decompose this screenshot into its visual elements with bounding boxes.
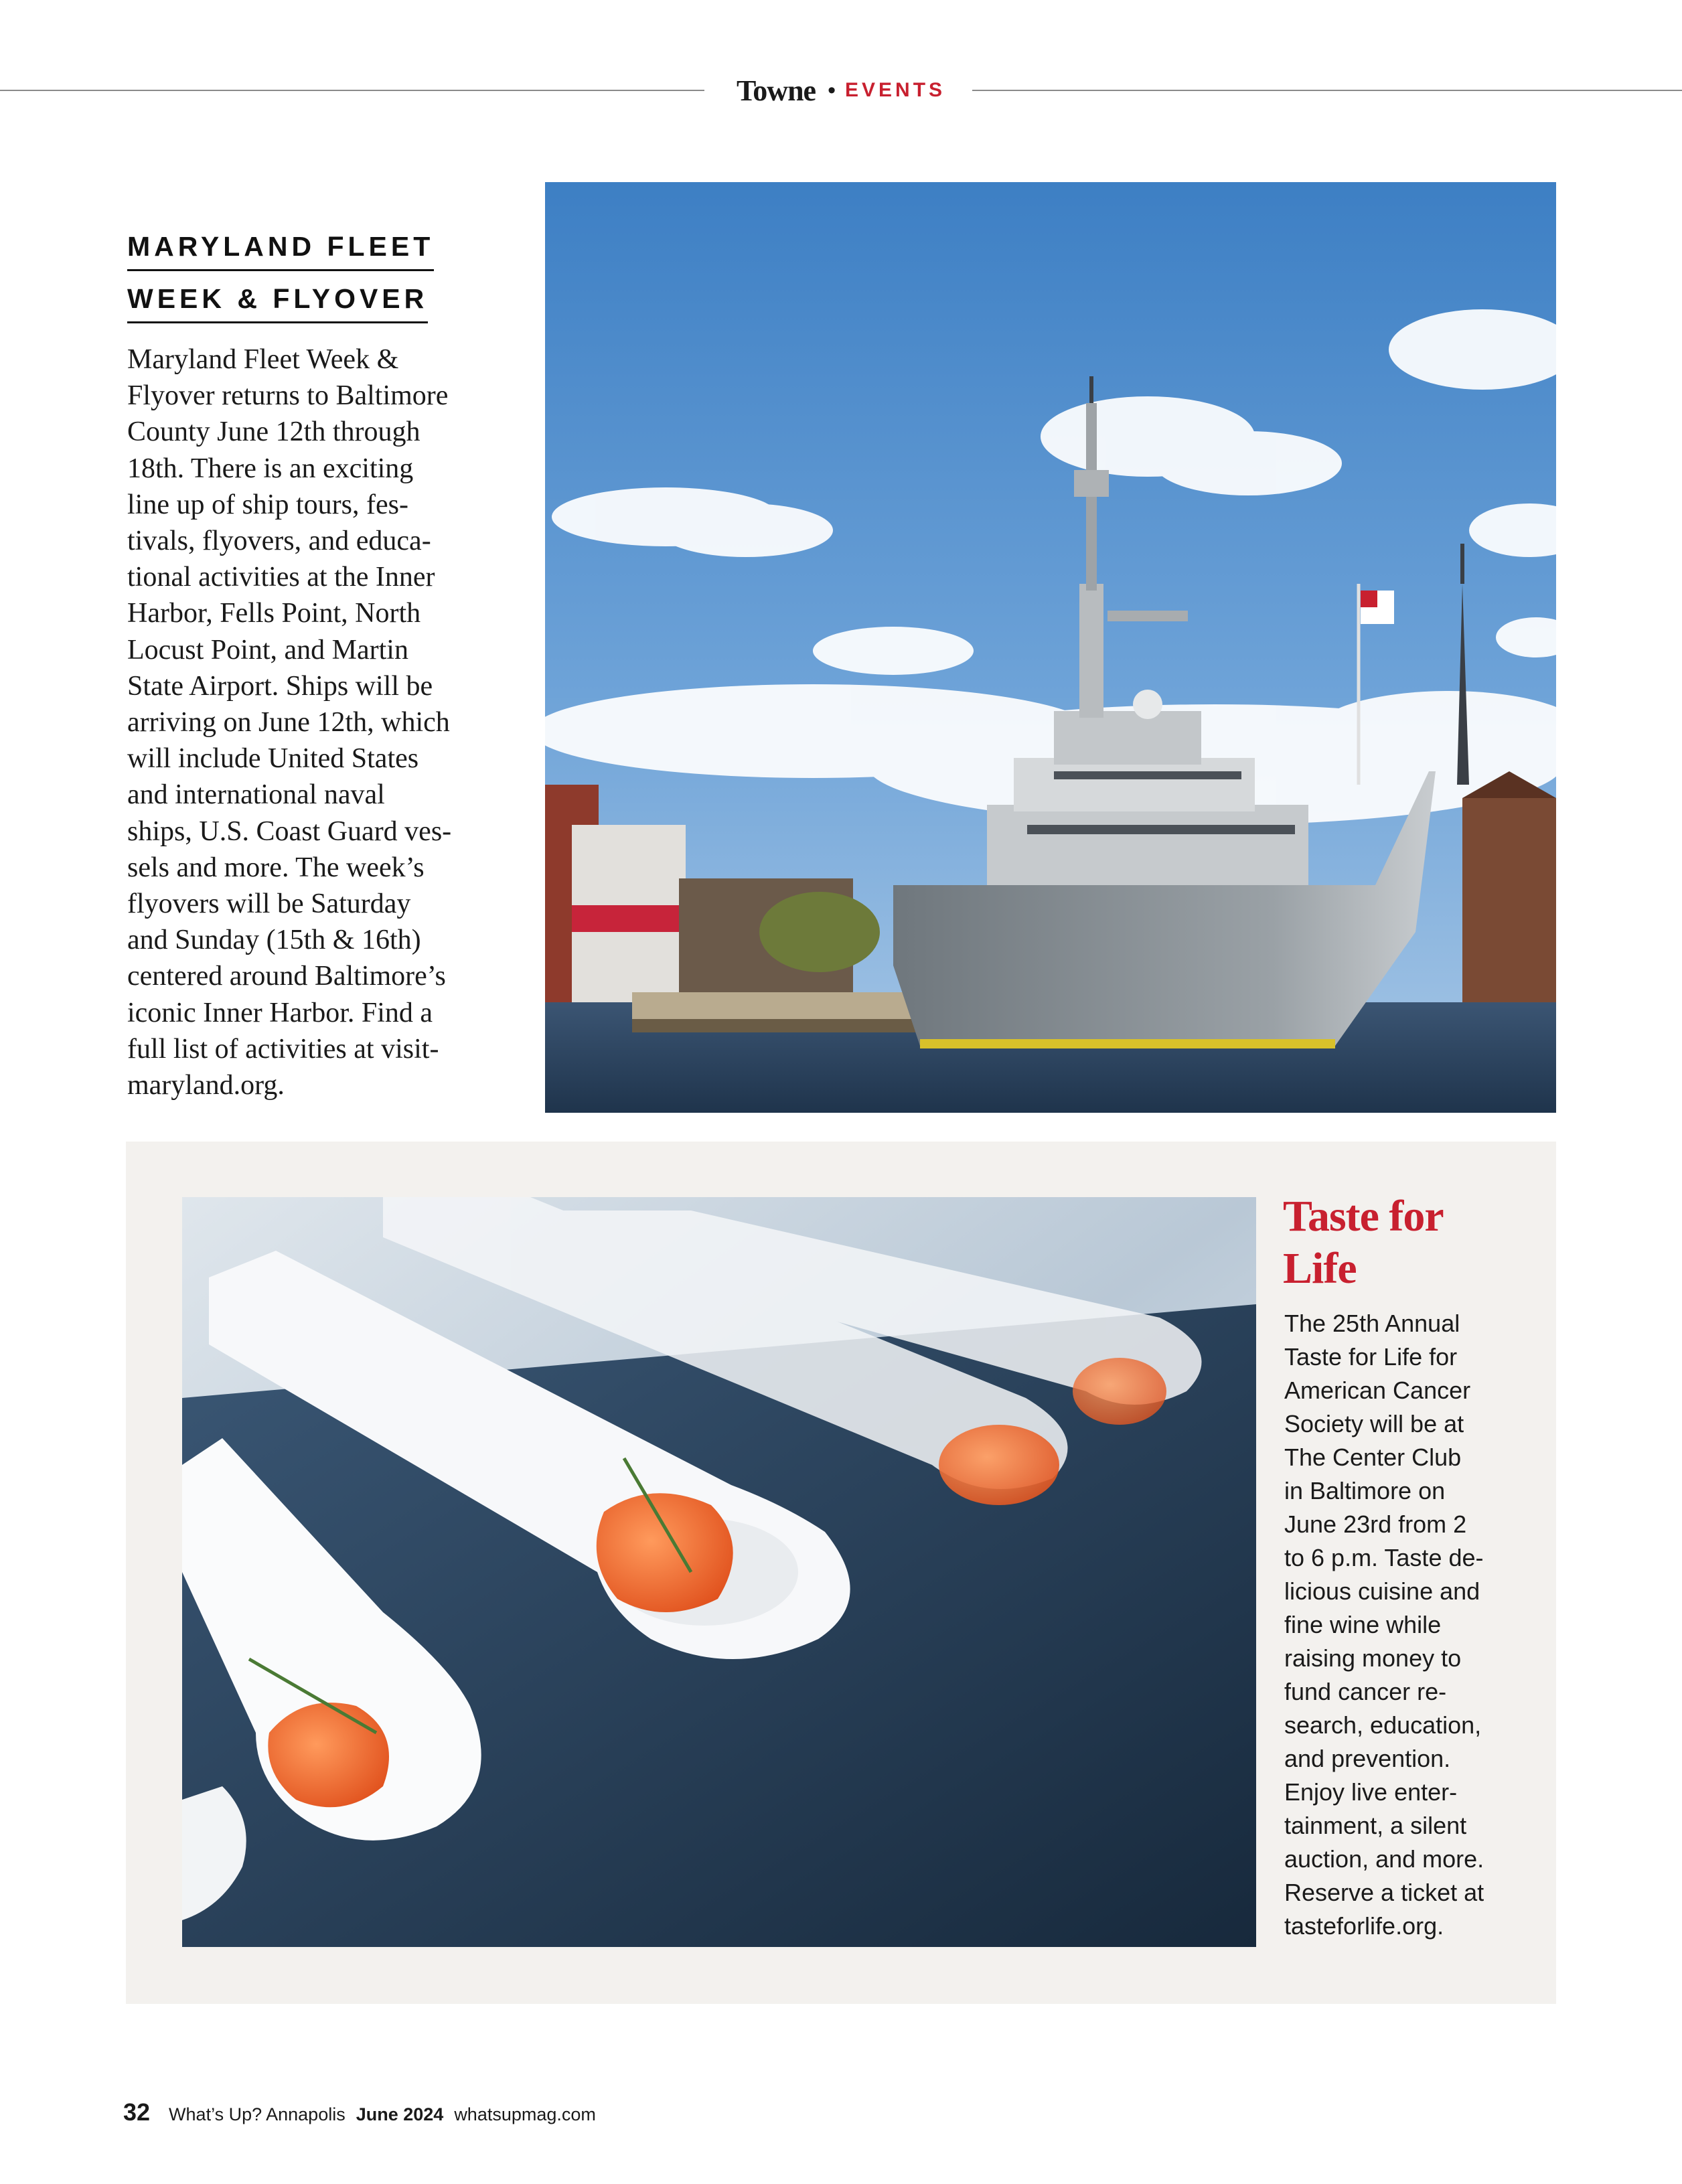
taste-title-line: Life [1283,1244,1357,1293]
naval-ship-photo [545,182,1556,1113]
fleet-body-line: arriving on June 12th, which [127,707,450,738]
fleet-article-title [127,231,475,335]
taste-for-life-title [1283,1190,1537,1295]
section-header [737,67,945,114]
fleet-body-line: and Sunday (15th & 16th) [127,925,421,956]
fleet-body-line: line up of ship tours, fes- [127,489,408,520]
fleet-body-line: tional activities at the Inner [127,562,435,593]
fleet-body-line: iconic Inner Harbor. Find a [127,997,433,1028]
fleet-body-line: Locust Point, and Martin [127,634,408,666]
taste-body-line: to 6 p.m. Taste de- [1284,1544,1484,1571]
fleet-body-line: County June 12th through [127,416,420,448]
taste-body-line: Reserve a ticket at [1284,1879,1484,1906]
header-rule-left [0,90,704,91]
taste-body-line: fund cancer re- [1284,1678,1447,1705]
fleet-body-line: State Airport. Ships will be [127,670,433,702]
section-label: EVENTS [845,79,946,101]
taste-body-line: raising money to [1284,1644,1462,1672]
header-separator: • [828,77,836,103]
brand-name: Towne [737,74,816,107]
fleet-body-line: tivals, flyovers, and educa- [127,526,431,557]
taste-body-line: The 25th Annual [1284,1310,1460,1337]
fleet-body-line: ships, U.S. Coast Guard ves- [127,815,452,847]
issue-date: June 2024 [356,2104,444,2124]
taste-body-line: Society will be at [1284,1410,1464,1437]
taste-body-line: fine wine while [1284,1611,1442,1638]
fleet-body-line: Maryland Fleet Week & [127,344,399,375]
fleet-body-line: will include United States [127,743,419,775]
page-number: 32 [123,2098,151,2126]
taste-body-line: and prevention. [1284,1745,1451,1772]
taste-body-line: Enjoy live enter- [1284,1778,1458,1806]
taste-body-line: tainment, a silent [1284,1812,1467,1839]
fleet-body-line: Flyover returns to Baltimore [127,380,449,412]
fleet-body-line: Harbor, Fells Point, North [127,598,421,629]
fleet-body-line: maryland.org. [127,1070,285,1101]
taste-body-line: in Baltimore on [1284,1477,1446,1504]
taste-for-life-body [1284,1307,1545,1943]
taste-body-line: auction, and more. [1284,1845,1484,1873]
website: whatsupmag.com [454,2104,596,2124]
fleet-article-body [127,341,489,1103]
appetizer-spoons-photo [182,1197,1256,1947]
taste-title-line: Taste for [1283,1192,1444,1241]
taste-body-line: American Cancer [1284,1377,1471,1404]
taste-body-line: Taste for Life for [1284,1343,1458,1371]
taste-body-line: June 23rd from 2 [1284,1510,1467,1538]
fleet-title-line: WEEK & FLYOVER [127,283,428,323]
fleet-body-line: centered around Baltimore’s [127,961,446,992]
fleet-body-line: flyovers will be Saturday [127,888,411,920]
taste-body-line: tasteforlife.org. [1284,1912,1444,1940]
fleet-body-line: sels and more. The week’s [127,852,425,883]
fleet-title-line: MARYLAND FLEET [127,231,434,271]
fleet-body-line: 18th. There is an exciting [127,453,414,484]
taste-body-line: search, education, [1284,1711,1482,1739]
header-rule-right [972,90,1682,91]
taste-body-line: licious cuisine and [1284,1577,1480,1605]
fleet-body-line: full list of activities at visit- [127,1033,439,1065]
page-footer [123,2098,596,2126]
publication-name: What’s Up? Annapolis [169,2104,346,2124]
fleet-body-line: and international naval [127,779,385,811]
taste-body-line: The Center Club [1284,1444,1462,1471]
